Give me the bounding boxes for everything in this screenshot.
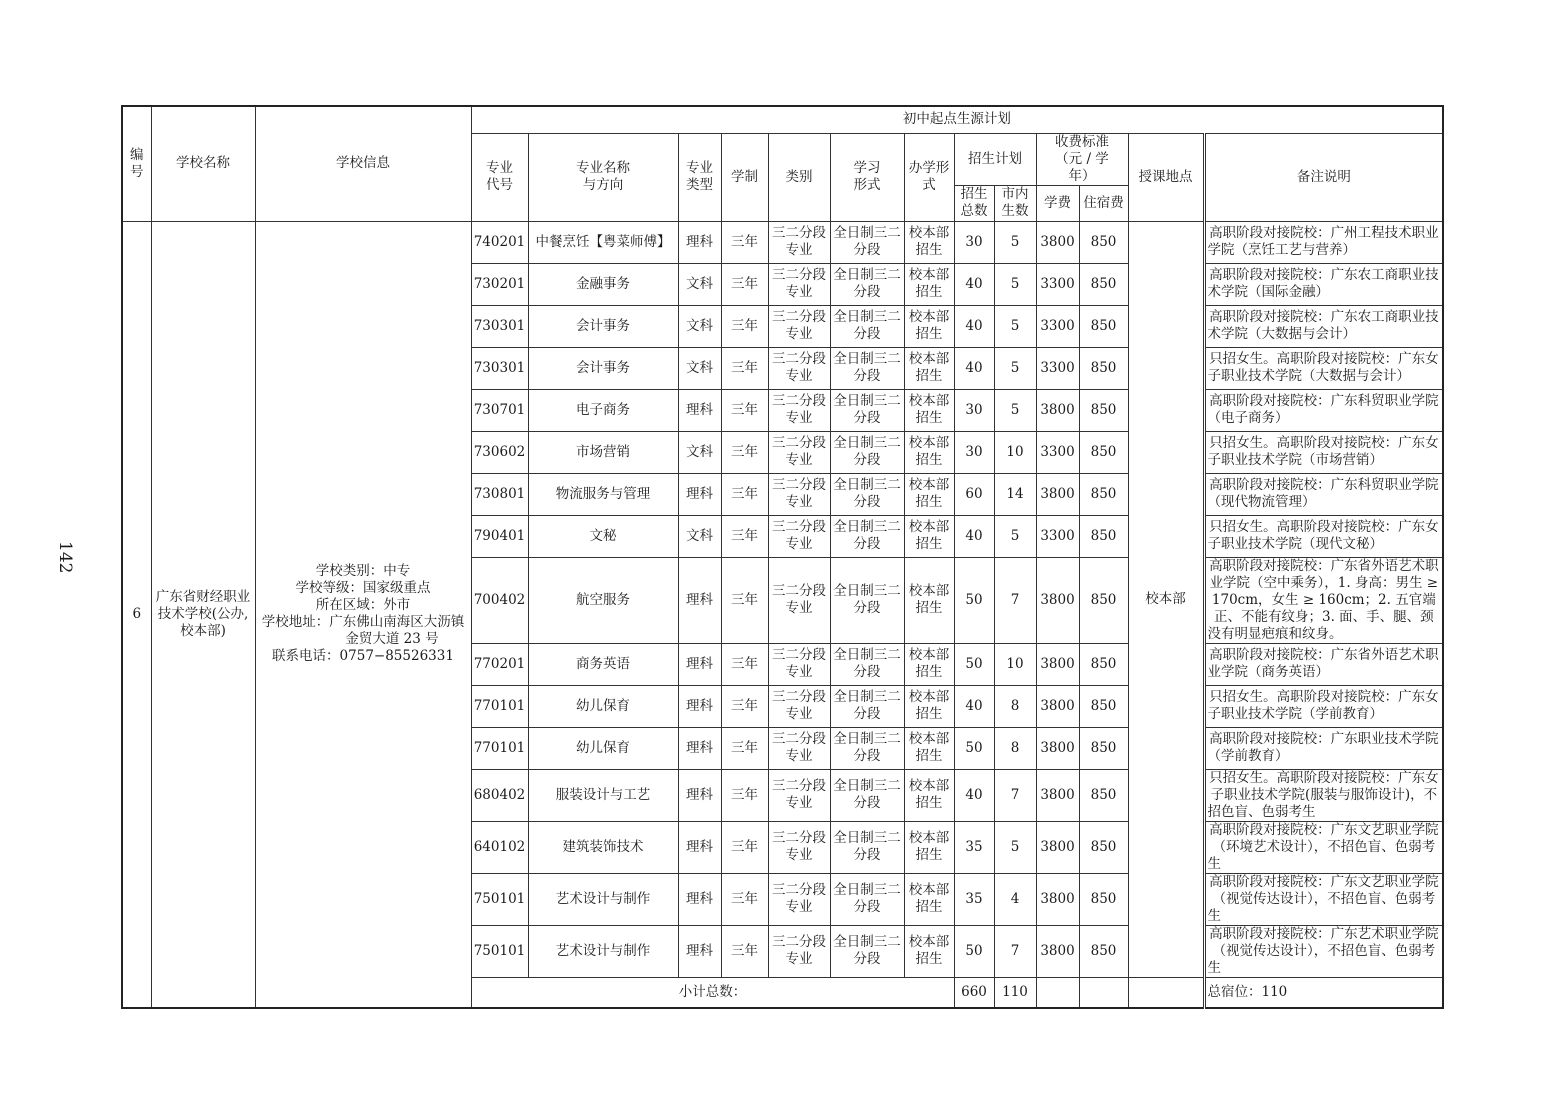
study-length: 三年: [721, 473, 768, 515]
major-name: 会计事务: [528, 305, 678, 347]
city-num: 7: [994, 925, 1036, 977]
major-name: 金融事务: [528, 263, 678, 305]
study-length: 三年: [721, 727, 768, 769]
tuition: 3800: [1036, 389, 1079, 431]
header-plan-title: 初中起点生源计划: [471, 106, 1443, 133]
dorm-fee: 850: [1079, 473, 1128, 515]
study-length: 三年: [721, 347, 768, 389]
major-code: 790401: [471, 515, 528, 557]
study-length: 三年: [721, 821, 768, 873]
header-type: 专业类型: [678, 133, 721, 221]
subtotal-tuition-empty: [1036, 977, 1079, 1008]
study-form: 全日制三二分段: [830, 305, 904, 347]
header-dorm-fee: 住宿费: [1079, 185, 1128, 221]
dorm-fee: 850: [1079, 821, 1128, 873]
header-tuition: 学费: [1036, 185, 1079, 221]
subtotal-city: 110: [994, 977, 1036, 1008]
tuition: 3300: [1036, 431, 1079, 473]
major-code: 730701: [471, 389, 528, 431]
major-type: 理科: [678, 685, 721, 727]
study-length: 三年: [721, 925, 768, 977]
enroll-total: 35: [954, 873, 994, 925]
major-type: 理科: [678, 925, 721, 977]
major-code: 770201: [471, 643, 528, 685]
remark: 高职阶段对接院校：广东省外语艺术职业学院（空中乘务），1. 身高：男生 ≥ 170cm，女生 ≥ 160cm；2. 五官端正、不能有纹身；3. 面、手、腿、颈没有明显疤痕和纹身。: [1204, 557, 1443, 643]
category: 三二分段专业: [768, 925, 830, 977]
remark: 只招女生。高职阶段对接院校：广东女子职业技术学院（现代文秘）: [1204, 515, 1443, 557]
enroll-total: 40: [954, 305, 994, 347]
tuition: 3800: [1036, 925, 1079, 977]
major-code: 700402: [471, 557, 528, 643]
study-length: 三年: [721, 643, 768, 685]
header-major: 专业名称与方向: [528, 133, 678, 221]
dorm-fee: 850: [1079, 263, 1128, 305]
major-name: 航空服务: [528, 557, 678, 643]
major-name: 会计事务: [528, 347, 678, 389]
study-length: 三年: [721, 769, 768, 821]
category: 三二分段专业: [768, 389, 830, 431]
tuition: 3800: [1036, 769, 1079, 821]
major-name: 服装设计与工艺: [528, 769, 678, 821]
major-type: 理科: [678, 643, 721, 685]
category: 三二分段专业: [768, 515, 830, 557]
remark: 只招女生。高职阶段对接院校：广东女子职业技术学院(服装与服饰设计)，不招色盲、色弱考生: [1204, 769, 1443, 821]
study-length: 三年: [721, 557, 768, 643]
subtotal-location-empty: [1128, 977, 1204, 1008]
remark: 高职阶段对接院校：广东科贸职业学院（现代物流管理）: [1204, 473, 1443, 515]
header-school-name: 学校名称: [151, 106, 255, 221]
category: 三二分段专业: [768, 473, 830, 515]
header-row-1: [122, 106, 1443, 133]
teaching-location: 校本部: [1128, 221, 1204, 977]
major-code: 730201: [471, 263, 528, 305]
major-type: 理科: [678, 557, 721, 643]
dorm-fee: 850: [1079, 221, 1128, 263]
major-type: 文科: [678, 263, 721, 305]
run-form: 校本部招生: [904, 389, 954, 431]
study-form: 全日制三二分段: [830, 925, 904, 977]
major-type: 理科: [678, 473, 721, 515]
study-form: 全日制三二分段: [830, 473, 904, 515]
city-num: 14: [994, 473, 1036, 515]
city-num: 8: [994, 685, 1036, 727]
run-form: 校本部招生: [904, 821, 954, 873]
study-form: 全日制三二分段: [830, 873, 904, 925]
dorm-fee: 850: [1079, 389, 1128, 431]
dorm-fee: 850: [1079, 685, 1128, 727]
enrollment-plan-table: [121, 105, 1444, 1009]
major-code: 770101: [471, 727, 528, 769]
school-name: 广东省财经职业技术学校(公办,校本部): [151, 221, 255, 1008]
study-form: 全日制三二分段: [830, 643, 904, 685]
major-code: 730602: [471, 431, 528, 473]
dorm-fee: 850: [1079, 873, 1128, 925]
header-run-form: 办学形式: [904, 133, 954, 221]
tuition: 3800: [1036, 727, 1079, 769]
major-code: 750101: [471, 925, 528, 977]
enroll-total: 35: [954, 821, 994, 873]
category: 三二分段专业: [768, 263, 830, 305]
run-form: 校本部招生: [904, 727, 954, 769]
study-length: 三年: [721, 305, 768, 347]
header-study-form: 学习形式: [830, 133, 904, 221]
dorm-fee: 850: [1079, 431, 1128, 473]
major-type: 文科: [678, 431, 721, 473]
tuition: 3800: [1036, 473, 1079, 515]
city-num: 10: [994, 643, 1036, 685]
table-row: [122, 221, 1443, 263]
study-length: 三年: [721, 221, 768, 263]
city-num: 5: [994, 305, 1036, 347]
school-info-line: 学校类别：中专: [315, 563, 411, 580]
study-form: 全日制三二分段: [830, 769, 904, 821]
remark: 只招女生。高职阶段对接院校：广东女子职业技术学院（市场营销）: [1204, 431, 1443, 473]
dorm-fee: 850: [1079, 925, 1128, 977]
major-name: 幼儿保育: [528, 727, 678, 769]
category: 三二分段专业: [768, 643, 830, 685]
remark: 高职阶段对接院校：广东省外语艺术职业学院（商务英语）: [1204, 643, 1443, 685]
tuition: 3800: [1036, 873, 1079, 925]
school-info-line: 所在区域：外市: [315, 597, 411, 614]
header-length: 学制: [721, 133, 768, 221]
major-type: 理科: [678, 873, 721, 925]
school-no: 6: [122, 221, 151, 1008]
header-enroll-plan: 招生计划: [954, 133, 1036, 185]
remark: 高职阶段对接院校：广东农工商职业技术学院（国际金融）: [1204, 263, 1443, 305]
tuition: 3300: [1036, 263, 1079, 305]
run-form: 校本部招生: [904, 305, 954, 347]
remark: 只招女生。高职阶段对接院校：广东女子职业技术学院（大数据与会计）: [1204, 347, 1443, 389]
major-name: 中餐烹饪【粤菜师傅】: [528, 221, 678, 263]
study-form: 全日制三二分段: [830, 389, 904, 431]
tuition: 3800: [1036, 643, 1079, 685]
enroll-total: 40: [954, 515, 994, 557]
major-type: 理科: [678, 389, 721, 431]
major-code: 640102: [471, 821, 528, 873]
run-form: 校本部招生: [904, 685, 954, 727]
city-num: 7: [994, 557, 1036, 643]
header-no: 编号: [122, 106, 151, 221]
run-form: 校本部招生: [904, 925, 954, 977]
category: 三二分段专业: [768, 347, 830, 389]
header-location: 授课地点: [1128, 133, 1204, 221]
major-type: 理科: [678, 821, 721, 873]
header-city-num: 市内生数: [994, 185, 1036, 221]
tuition: 3800: [1036, 221, 1079, 263]
category: 三二分段专业: [768, 431, 830, 473]
enroll-total: 30: [954, 431, 994, 473]
remark: 高职阶段对接院校：广东职业技术学院（学前教育）: [1204, 727, 1443, 769]
study-length: 三年: [721, 263, 768, 305]
category: 三二分段专业: [768, 685, 830, 727]
city-num: 8: [994, 727, 1036, 769]
run-form: 校本部招生: [904, 515, 954, 557]
run-form: 校本部招生: [904, 643, 954, 685]
study-form: 全日制三二分段: [830, 727, 904, 769]
school-info-line: 联系电话：0757−85526331: [272, 648, 454, 665]
header-enroll-total: 招生总数: [954, 185, 994, 221]
major-name: 建筑装饰技术: [528, 821, 678, 873]
city-num: 10: [994, 431, 1036, 473]
major-type: 理科: [678, 221, 721, 263]
run-form: 校本部招生: [904, 473, 954, 515]
header-fee-std: 收费标准（元 / 学年）: [1036, 133, 1128, 185]
remark: 高职阶段对接院校：广东农工商职业技术学院（大数据与会计）: [1204, 305, 1443, 347]
study-form: 全日制三二分段: [830, 221, 904, 263]
remark: 高职阶段对接院校：广东科贸职业学院（电子商务）: [1204, 389, 1443, 431]
major-name: 文秘: [528, 515, 678, 557]
study-form: 全日制三二分段: [830, 685, 904, 727]
enroll-total: 40: [954, 685, 994, 727]
enroll-total: 50: [954, 643, 994, 685]
enroll-total: 50: [954, 925, 994, 977]
city-num: 5: [994, 347, 1036, 389]
major-code: 730301: [471, 347, 528, 389]
study-form: 全日制三二分段: [830, 557, 904, 643]
enroll-total: 50: [954, 727, 994, 769]
major-type: 文科: [678, 515, 721, 557]
tuition: 3300: [1036, 347, 1079, 389]
remark: 高职阶段对接院校：广东文艺职业学院（视觉传达设计），不招色盲、色弱考生: [1204, 873, 1443, 925]
category: 三二分段专业: [768, 769, 830, 821]
run-form: 校本部招生: [904, 263, 954, 305]
enroll-total: 30: [954, 389, 994, 431]
run-form: 校本部招生: [904, 557, 954, 643]
study-form: 全日制三二分段: [830, 821, 904, 873]
dorm-fee: 850: [1079, 347, 1128, 389]
header-school-info: 学校信息: [255, 106, 471, 221]
school-info: [255, 221, 471, 1008]
run-form: 校本部招生: [904, 769, 954, 821]
category: 三二分段专业: [768, 305, 830, 347]
study-length: 三年: [721, 389, 768, 431]
header-category: 类别: [768, 133, 830, 221]
dorm-fee: 850: [1079, 515, 1128, 557]
category: 三二分段专业: [768, 873, 830, 925]
dorm-fee: 850: [1079, 557, 1128, 643]
enroll-total: 40: [954, 769, 994, 821]
run-form: 校本部招生: [904, 347, 954, 389]
major-name: 艺术设计与制作: [528, 873, 678, 925]
study-length: 三年: [721, 515, 768, 557]
school-info-line: 金贸大道 23 号: [345, 631, 439, 648]
category: 三二分段专业: [768, 821, 830, 873]
subtotal-total: 660: [954, 977, 994, 1008]
enroll-total: 60: [954, 473, 994, 515]
major-type: 文科: [678, 347, 721, 389]
category: 三二分段专业: [768, 221, 830, 263]
category: 三二分段专业: [768, 727, 830, 769]
category: 三二分段专业: [768, 557, 830, 643]
major-type: 文科: [678, 305, 721, 347]
dorm-fee: 850: [1079, 643, 1128, 685]
tuition: 3300: [1036, 515, 1079, 557]
enroll-total: 50: [954, 557, 994, 643]
study-form: 全日制三二分段: [830, 347, 904, 389]
city-num: 5: [994, 263, 1036, 305]
header-code: 专业代号: [471, 133, 528, 221]
enroll-total: 40: [954, 347, 994, 389]
enroll-total: 40: [954, 263, 994, 305]
tuition: 3800: [1036, 685, 1079, 727]
tuition: 3300: [1036, 305, 1079, 347]
study-length: 三年: [721, 873, 768, 925]
major-name: 艺术设计与制作: [528, 925, 678, 977]
run-form: 校本部招生: [904, 221, 954, 263]
remark: 高职阶段对接院校：广州工程技术职业学院（烹饪工艺与营养）: [1204, 221, 1443, 263]
study-form: 全日制三二分段: [830, 515, 904, 557]
study-form: 全日制三二分段: [830, 263, 904, 305]
remark: 高职阶段对接院校：广东艺术职业学院（视觉传达设计），不招色盲、色弱考生: [1204, 925, 1443, 977]
major-type: 理科: [678, 769, 721, 821]
major-code: 730301: [471, 305, 528, 347]
run-form: 校本部招生: [904, 431, 954, 473]
city-num: 5: [994, 221, 1036, 263]
tuition: 3800: [1036, 821, 1079, 873]
study-length: 三年: [721, 685, 768, 727]
city-num: 5: [994, 515, 1036, 557]
subtotal-beds: 总宿位：110: [1204, 977, 1443, 1008]
study-length: 三年: [721, 431, 768, 473]
study-form: 全日制三二分段: [830, 431, 904, 473]
run-form: 校本部招生: [904, 873, 954, 925]
major-code: 680402: [471, 769, 528, 821]
school-info-line: 学校地址：广东佛山南海区大沥镇: [261, 614, 465, 631]
school-info-line: 学校等级：国家级重点: [295, 580, 431, 597]
remark: 只招女生。高职阶段对接院校：广东女子职业技术学院（学前教育）: [1204, 685, 1443, 727]
major-code: 770101: [471, 685, 528, 727]
enroll-total: 30: [954, 221, 994, 263]
page-number: 142: [55, 541, 75, 574]
major-name: 物流服务与管理: [528, 473, 678, 515]
major-type: 理科: [678, 727, 721, 769]
major-name: 商务英语: [528, 643, 678, 685]
tuition: 3800: [1036, 557, 1079, 643]
header-remarks: 备注说明: [1204, 133, 1443, 221]
city-num: 5: [994, 821, 1036, 873]
major-code: 730801: [471, 473, 528, 515]
subtotal-dorm-empty: [1079, 977, 1128, 1008]
major-name: 市场营销: [528, 431, 678, 473]
major-name: 幼儿保育: [528, 685, 678, 727]
city-num: 5: [994, 389, 1036, 431]
dorm-fee: 850: [1079, 305, 1128, 347]
city-num: 4: [994, 873, 1036, 925]
remark: 高职阶段对接院校：广东文艺职业学院（环境艺术设计），不招色盲、色弱考生: [1204, 821, 1443, 873]
dorm-fee: 850: [1079, 727, 1128, 769]
major-name: 电子商务: [528, 389, 678, 431]
city-num: 7: [994, 769, 1036, 821]
major-code: 740201: [471, 221, 528, 263]
major-code: 750101: [471, 873, 528, 925]
dorm-fee: 850: [1079, 769, 1128, 821]
subtotal-label: 小计总数：: [471, 977, 954, 1008]
